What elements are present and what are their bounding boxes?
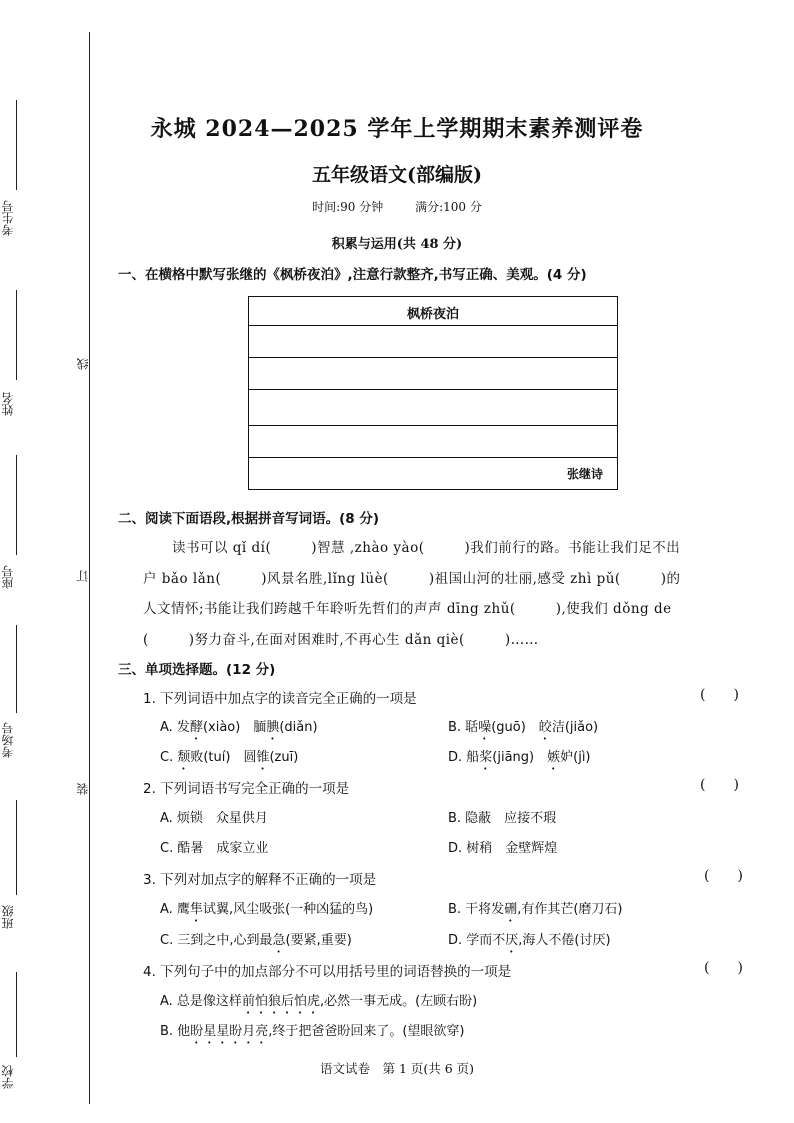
answer-paren-3[interactable]: ( ) (704, 868, 743, 884)
q3-item-1-option-d: D. 船桨(jiāng) 嫉妒(jì) (448, 750, 591, 765)
q2-prompt: 二、阅读下面语段,根据拼音写词语。(8 分) (118, 511, 380, 527)
exam-title: 永城 2024—2025 学年上学期期末素养测评卷 (150, 116, 644, 142)
q3-prompt: 三、单项选择题。(12 分) (118, 662, 276, 678)
grid-line (249, 457, 617, 458)
section-heading: 积累与运用(共 48 分) (331, 237, 463, 252)
binding-char-xian: 线 (76, 358, 90, 370)
q3-item-2-option-b: B. 隐蔽 应接不瑕 (448, 811, 557, 826)
q1-prompt: 一、在横格中默写张继的《枫桥夜泊》,注意行款整齐,书写正确、美观。(4 分) (118, 267, 587, 283)
exam-time: 时间:90 分钟 (312, 200, 384, 214)
label-name: 姓名 (1, 392, 15, 416)
q2-line-2: 户 bǎo lǎn( )风景名胜,lǐng lüè( )祖国山河的壮丽,感受 zhì pǔ( )的 (143, 571, 681, 587)
q2-line-1: 读书可以 qǐ dí( )智慧 ,zhào yào( )我们前行的路。书能让我们足不出 (172, 540, 681, 556)
q3-item-4-option-a: A. 总是像这样前怕狼后怕虎,必然一事无成。(左顾右盼) (160, 994, 478, 1009)
q3-item-3-option-c: C. 三到之中,心到最急(要紧,重要) (160, 933, 352, 948)
q3-item-3-option-b: B. 干将发硎,有作其芒(磨刀石) (448, 902, 623, 917)
answer-paren-4[interactable]: ( ) (704, 960, 743, 976)
binding-char-ding: 订 (76, 570, 90, 582)
q3-item-1-option-c: C. 颓败(tuí) 圆锥(zuī) (160, 750, 299, 765)
label-seat: 座号 (1, 565, 15, 589)
q3-item-4-option-b: B. 他盼星星盼月亮,终于把爸爸盼回来了。(望眼欲穿) (160, 1024, 465, 1039)
grid-line (249, 425, 617, 426)
q2-line-4: ( )努力奋斗,在面对困难时,不再心生 dǎn qiè( )…… (143, 632, 539, 648)
fill-line-seat (16, 455, 17, 555)
q3-item-2-option-a: A. 烦锁 众星供月 (160, 811, 268, 826)
fill-line-class (16, 800, 17, 895)
binding-line (89, 32, 90, 1104)
grid-line (249, 357, 617, 358)
q3-item-1-stem: 1. 下列词语中加点字的读音完全正确的一项是 (143, 691, 417, 707)
label-exam-room: 考场号 (1, 722, 15, 758)
fill-line-name (16, 290, 17, 380)
answer-paren-2[interactable]: ( ) (700, 777, 739, 793)
q3-item-3-option-d: D. 学而不厌,海人不倦(讨厌) (448, 933, 611, 948)
exam-meta (0, 198, 794, 215)
fill-line-school (16, 972, 17, 1057)
grid-line (249, 325, 617, 326)
q3-item-2-stem: 2. 下列词语书写完全正确的一项是 (143, 781, 350, 797)
q3-item-2-option-d: D. 树稍 金壁辉煌 (448, 841, 558, 856)
q3-item-4-stem: 4. 下列句子中的加点部分不可以用括号里的词语替换的一项是 (143, 964, 512, 980)
exam-subtitle: 五年级语文(部编版) (312, 164, 482, 186)
q3-item-3-stem: 3. 下列对加点字的解释不正确的一项是 (143, 872, 377, 888)
q3-item-1-option-a: A. 发酵(xiào) 腼腆(diǎn) (160, 720, 318, 735)
poem-author: 张继诗 (566, 467, 603, 481)
fill-line-exam-room (16, 625, 17, 713)
label-class: 班级 (1, 905, 15, 929)
grid-line (249, 389, 617, 390)
poem-writing-grid[interactable] (248, 296, 618, 490)
label-school: 学校 (1, 1065, 15, 1089)
q3-item-1-option-b: B. 聒噪(guō) 皎洁(jiǎo) (448, 720, 599, 735)
q3-item-2-option-c: C. 酷暑 成家立业 (160, 841, 269, 856)
answer-paren-1[interactable]: ( ) (700, 687, 739, 703)
q2-line-3: 人文情怀;书能让我们跨越千年聆听先哲们的声声 dīng zhǔ( ),使我们 dǒng de (143, 601, 672, 617)
poem-title: 枫桥夜泊 (406, 307, 459, 322)
binding-char-zhuang: 装 (76, 783, 90, 795)
label-student-id: 考生号 (1, 200, 15, 236)
q3-item-3-option-a: A. 鹰隼试翼,风尘吸张(一种凶猛的鸟) (160, 902, 374, 917)
page-footer: 语文试卷 第 1 页(共 6 页) (319, 1061, 475, 1076)
exam-score: 满分:100 分 (415, 200, 482, 214)
